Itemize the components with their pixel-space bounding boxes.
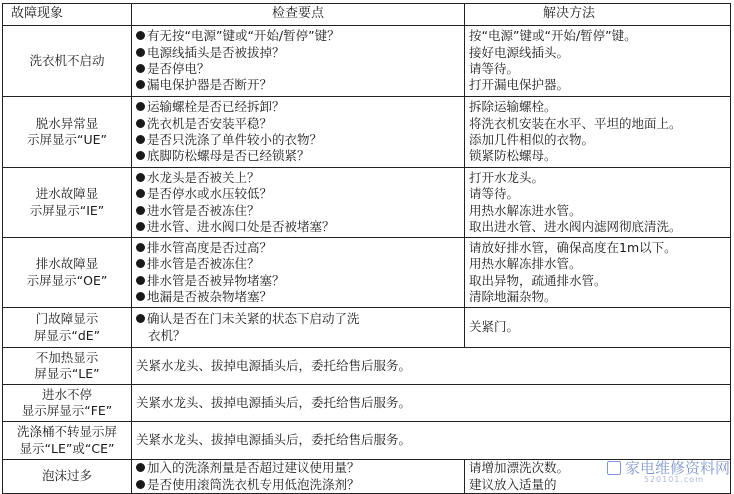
fault-text: 屏显示“dE” — [33, 327, 101, 343]
fault-text: 脱水异常显 — [35, 115, 99, 131]
check-item: 漏电保护器是否断开？ — [136, 77, 460, 93]
fault-cell — [3, 385, 132, 422]
fault-text: 屏显示“LE” — [34, 366, 100, 381]
check-item: 水龙头是否被关上？ — [136, 170, 460, 186]
check-item: 底脚防松螺母是否已经锁紧？ — [136, 148, 460, 164]
check-item: 运输螺栓是否已经拆卸？ — [136, 99, 460, 115]
watermark-logo-icon — [607, 461, 621, 475]
solution-item: 锁紧防松螺母。 — [469, 148, 557, 164]
fault-cell — [3, 26, 132, 97]
bullet-icon — [136, 259, 145, 268]
solution-cell — [465, 308, 731, 348]
check-cell — [132, 168, 465, 238]
table-row — [3, 97, 731, 168]
bullet-icon — [136, 480, 145, 489]
bullet-icon — [136, 135, 145, 144]
bullet-icon — [136, 48, 145, 57]
fault-text: 门故障显示 — [35, 311, 99, 327]
bullet-icon — [136, 314, 145, 323]
check-cell — [132, 238, 465, 308]
solution-item: 按“电源”键或“开始/暂停”键。 — [469, 28, 637, 44]
fault-cell — [3, 422, 132, 460]
bullet-icon — [136, 243, 145, 252]
advice-cell: 关紧水龙头、拔掉电源插头后，委托给售后服务。 — [132, 385, 731, 422]
solution-item: 用热水解冻排水管。 — [469, 256, 582, 272]
solution-item: 打开漏电保护器。 — [469, 77, 570, 93]
check-item: 排水管是否被冻住？ — [136, 256, 460, 272]
check-item: 确认是否在门未关紧的状态下启动了洗 — [136, 311, 460, 327]
check-cell — [132, 308, 465, 348]
check-item: 地漏是否被杂物堵塞？ — [136, 289, 460, 305]
solution-cell — [465, 97, 731, 168]
fault-cell — [3, 168, 132, 238]
bullet-icon — [136, 206, 145, 215]
check-item: 洗衣机是否安装平稳？ — [136, 116, 460, 132]
check-item: 排水管是否被异物堵塞？ — [136, 273, 460, 289]
fault-text: 进水故障显 — [35, 186, 99, 202]
solution-item: 用热水解冻进水管。 — [469, 202, 582, 218]
fault-cell — [3, 348, 132, 385]
fault-text: 洗衣机不启动 — [29, 52, 105, 68]
bullet-icon — [136, 102, 145, 111]
fault-cell — [3, 97, 132, 168]
bullet-icon — [136, 189, 145, 198]
fault-text: 泡沫过多 — [41, 468, 92, 484]
table-row — [3, 385, 731, 422]
solution-item: 接好电源线插头。 — [469, 44, 570, 60]
fault-cell — [3, 238, 132, 308]
fault-text: 显示屏显示“FE” — [21, 403, 113, 418]
bullet-icon — [136, 31, 145, 40]
bullet-icon — [136, 151, 145, 160]
bullet-icon — [136, 463, 145, 472]
solution-item: 取出异物，疏通排水管。 — [469, 272, 607, 288]
fault-text: 洗涤桶不转显示屏 — [16, 424, 117, 440]
table-row — [3, 422, 731, 460]
fault-text: 显示“LE”或“CE” — [19, 440, 115, 456]
check-item: 进水管、进水阀口处是否被堵塞？ — [136, 219, 460, 235]
solution-item: 清除地漏杂物。 — [469, 288, 557, 304]
solution-cell — [465, 26, 731, 97]
fault-cell — [3, 308, 132, 348]
bullet-icon — [136, 119, 145, 128]
table-row — [3, 26, 731, 97]
bullet-icon — [136, 292, 145, 301]
solution-item: 取出进水管、进水阀内滤网彻底清洗。 — [469, 218, 682, 234]
bullet-icon — [136, 173, 145, 182]
solution-item: 请增加漂洗次数。 — [469, 460, 570, 476]
solution-item: 请等待。 — [469, 186, 520, 202]
solution-cell — [465, 168, 731, 238]
fault-cell — [3, 460, 132, 494]
bullet-icon — [136, 80, 145, 89]
fault-text: 排水故障显 — [35, 256, 99, 272]
check-item: 是否停电？ — [136, 61, 460, 77]
watermark-text: 家电维修资料网 — [624, 459, 730, 477]
bullet-icon — [136, 276, 145, 285]
check-cell — [132, 460, 465, 494]
table-row — [3, 168, 731, 238]
check-cell — [132, 97, 465, 168]
check-item: 排水管高度是否过高？ — [136, 240, 460, 256]
advice-cell: 关紧水龙头、拔掉电源插头后，委托给售后服务。 — [132, 348, 731, 385]
header-fault: 故障现象 — [3, 4, 132, 26]
fault-text: 示屏显示“UE” — [27, 132, 107, 147]
fault-text: 进水不停 — [41, 386, 92, 402]
check-item: 电源线插头是否被拔掉？ — [136, 45, 460, 61]
advice-cell: 关紧水龙头、拔掉电源插头后，委托给售后服务。 — [132, 422, 731, 460]
check-item-continued: 衣机？ — [148, 327, 186, 343]
solution-item: 请等待。 — [469, 61, 520, 76]
solution-cell — [465, 238, 731, 308]
check-item: 是否只洗涤了单件较小的衣物？ — [136, 132, 460, 148]
solution-item: 添加几件相似的衣物。 — [469, 132, 595, 147]
table-row — [3, 348, 731, 385]
header-check: 检查要点 — [132, 4, 465, 26]
watermark-url: 520101.com — [643, 475, 704, 484]
fault-table — [2, 3, 731, 494]
check-item: 是否停水或水压较低？ — [136, 186, 460, 202]
table-row — [3, 238, 731, 308]
solution-item: 请放好排水管，确保高度在1m以下。 — [469, 239, 677, 255]
solution-item: 关紧门。 — [469, 319, 520, 335]
solution-item: 建议放入适量的 — [469, 476, 557, 492]
bullet-icon — [136, 222, 145, 231]
check-item: 加入的洗涤剂量是否超过建议使用量？ — [136, 460, 460, 476]
table-row — [3, 308, 731, 348]
solution-item: 拆除运输螺栓。 — [469, 99, 557, 115]
check-item: 是否使用滚筒洗衣机专用低泡洗涤剂？ — [136, 477, 460, 493]
table-header-row — [3, 4, 731, 26]
solution-item: 打开水龙头。 — [469, 169, 545, 185]
fault-text: 示屏显示“OE” — [26, 272, 108, 288]
header-solution: 解决方法 — [465, 4, 731, 26]
solution-item: 将洗衣机安装在水平、平坦的地面上。 — [469, 115, 682, 131]
check-cell — [132, 26, 465, 97]
check-item: 进水管是否被冻住？ — [136, 203, 460, 219]
bullet-icon — [136, 64, 145, 73]
check-item: 有无按“电源”键或“开始/暂停”键？ — [136, 28, 460, 44]
fault-text: 不加热显示 — [35, 349, 99, 365]
fault-text: 示屏显示“IE” — [29, 202, 105, 218]
